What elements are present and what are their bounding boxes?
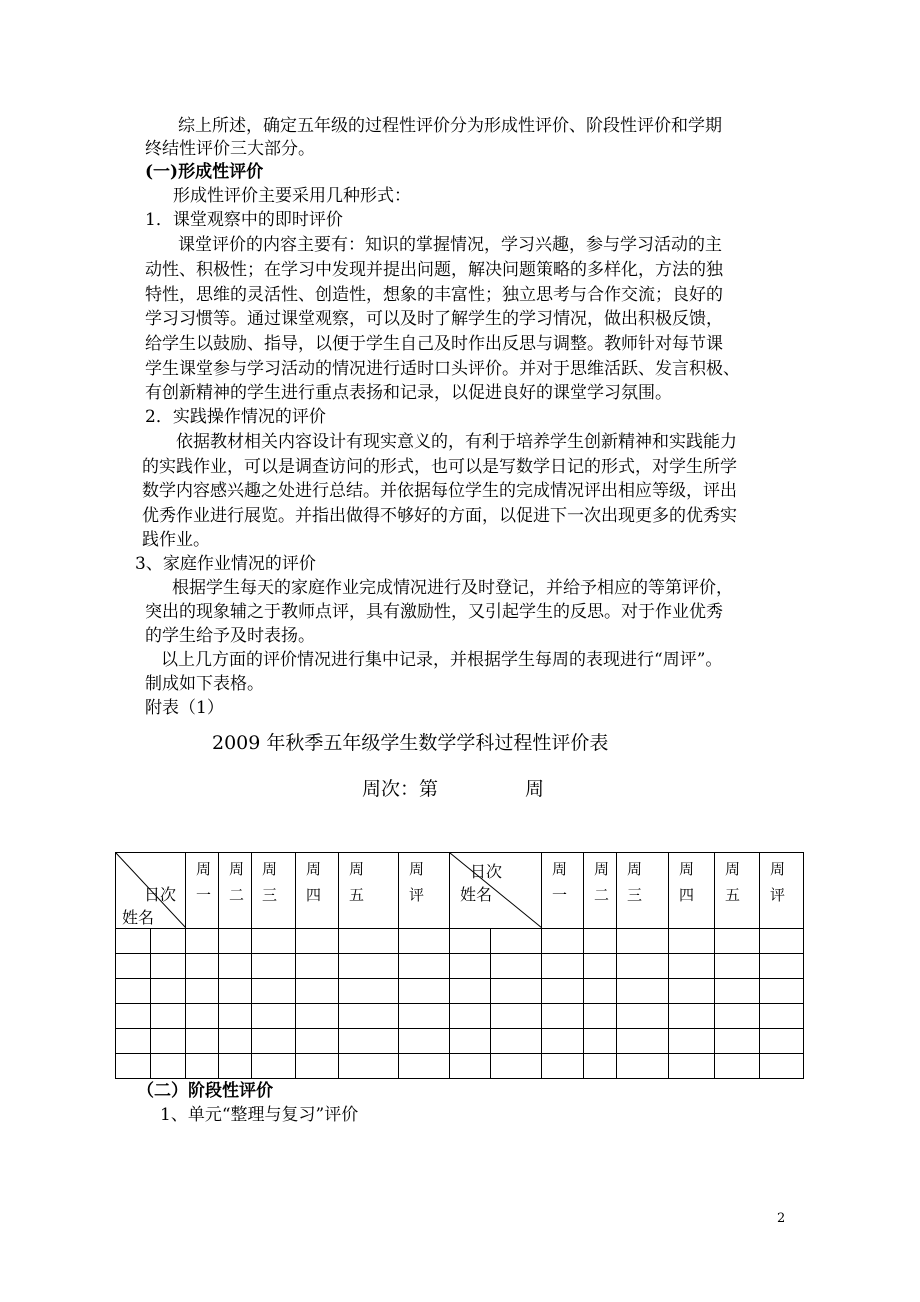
p2-line: 形成性评价主要采用几种形式：: [173, 186, 411, 206]
diag-name-label: 姓名: [122, 908, 155, 927]
table-cell: [669, 954, 715, 979]
table-cell: [760, 929, 804, 954]
table-cell: [186, 979, 219, 1004]
table-cell: [617, 979, 669, 1004]
table-row: [116, 1029, 804, 1054]
table-cell: [252, 1054, 296, 1079]
table-cell: [339, 1004, 399, 1029]
table-cell: [151, 954, 186, 979]
p3-line-3: 特性，思维的灵活性、创造性，想象的丰富性；独立思考与合作交流；良好的: [145, 285, 723, 305]
section-heading-stage: （二）阶段性评价: [137, 1081, 273, 1101]
table-cell: [584, 929, 617, 954]
table-cell: [151, 979, 186, 1004]
section-heading-formative: (一)形成性评价: [145, 162, 264, 182]
table-cell: [399, 1004, 450, 1029]
table-cell: [219, 954, 252, 979]
header-wed-2: 周 三: [617, 853, 669, 929]
table-cell: [116, 979, 151, 1004]
table-cell: [116, 929, 151, 954]
table-cell: [219, 929, 252, 954]
table-cell: [296, 979, 339, 1004]
table-cell: [450, 954, 491, 979]
table-cell: [151, 1004, 186, 1029]
table-cell: [186, 1029, 219, 1054]
table-cell: [339, 954, 399, 979]
table-cell: [715, 1004, 760, 1029]
table-cell: [584, 979, 617, 1004]
p5-line-3: 的学生给予及时表扬。: [145, 626, 315, 646]
table-cell: [491, 954, 542, 979]
table-cell: [542, 979, 584, 1004]
table-cell: [617, 954, 669, 979]
diag-name-label-right: 姓名: [460, 885, 493, 904]
appendix-label: 附表（1）: [145, 698, 224, 718]
table-cell: [116, 1054, 151, 1079]
table-cell: [296, 1054, 339, 1079]
p5-line-1: 根据学生每天的家庭作业完成情况进行及时登记，并给予相应的等第评价，: [172, 578, 733, 598]
table-cell: [669, 929, 715, 954]
diag-day-label: 日次: [144, 885, 177, 904]
table-row: [116, 954, 804, 979]
header-tue: 周 二: [219, 853, 252, 929]
table-cell: [491, 979, 542, 1004]
table-cell: [399, 979, 450, 1004]
header-thu-2: 周 四: [669, 853, 715, 929]
table-cell: [542, 1054, 584, 1079]
p4-line-2: 的实践作业，可以是调查访问的形式，也可以是写数学日记的形式，对学生所学: [142, 457, 737, 477]
table-cell: [339, 929, 399, 954]
table-cell: [760, 1054, 804, 1079]
table-cell: [252, 979, 296, 1004]
p4-line-5: 践作业。: [142, 530, 210, 550]
table-cell: [584, 1054, 617, 1079]
p3-line-4: 学习习惯等。通过课堂观察，可以及时了解学生的学习情况，做出积极反馈，: [145, 309, 723, 329]
p3-line-2: 动性、积极性；在学习中发现并提出问题，解决问题策略的多样化，方法的独: [145, 260, 723, 280]
evaluation-table: [115, 852, 804, 1079]
table-cell: [151, 1054, 186, 1079]
header-week-eval: 周 评: [399, 853, 450, 929]
header-mon: 周 一: [186, 853, 219, 929]
p3-line-6: 学生课堂参与学习活动的情况进行适时口头评价。并对于思维活跃、发言积极、: [145, 359, 740, 379]
p1-line-1: 综上所述，确定五年级的过程性评价分为形成性评价、阶段性评价和学期: [178, 116, 722, 136]
table-cell: [584, 954, 617, 979]
p4-line-4: 优秀作业进行展览。并指出做得不够好的方面，以促进下一次出现更多的优秀实: [142, 506, 737, 526]
header-week-eval-2: 周 评: [760, 853, 804, 929]
table-cell: [715, 1029, 760, 1054]
table-cell: [715, 929, 760, 954]
table-cell: [584, 1004, 617, 1029]
table-cell: [296, 1029, 339, 1054]
table-cell: [116, 1029, 151, 1054]
table-cell: [219, 1029, 252, 1054]
table-cell: [186, 1004, 219, 1029]
table-cell: [491, 1054, 542, 1079]
section2-sub-1: 1、单元“整理与复习”评价: [160, 1105, 359, 1125]
diagonal-header-left: [116, 853, 186, 929]
table-cell: [715, 1054, 760, 1079]
table-cell: [715, 979, 760, 1004]
table-cell: [617, 1004, 669, 1029]
table-cell: [542, 1004, 584, 1029]
p3-line-7: 有创新精神的学生进行重点表扬和记录，以促进良好的课堂学习氛围。: [145, 383, 672, 403]
table-cell: [151, 929, 186, 954]
header-thu: 周 四: [296, 853, 339, 929]
table-cell: [584, 1029, 617, 1054]
week-prefix: 周次：第: [362, 778, 439, 800]
table-cell: [669, 1054, 715, 1079]
table-cell: [296, 954, 339, 979]
table-cell: [186, 929, 219, 954]
page-number: 2: [777, 1211, 786, 1226]
table-cell: [116, 954, 151, 979]
table-cell: [296, 1004, 339, 1029]
subheading-3: 3、家庭作业情况的评价: [135, 554, 316, 574]
table-cell: [450, 929, 491, 954]
table-cell: [151, 1029, 186, 1054]
table-cell: [450, 1004, 491, 1029]
table-cell: [219, 1054, 252, 1079]
table-cell: [252, 954, 296, 979]
subheading-1: 1．课堂观察中的即时评价: [145, 210, 343, 230]
table-cell: [491, 1004, 542, 1029]
p6-line-2: 制成如下表格。: [145, 674, 264, 694]
table-cell: [617, 929, 669, 954]
table-cell: [760, 1029, 804, 1054]
subheading-2: 2．实践操作情况的评价: [145, 407, 326, 427]
table-cell: [399, 929, 450, 954]
p6-line-1: 以上几方面的评价情况进行集中记录，并根据学生每周的表现进行“周评”。: [161, 650, 723, 670]
header-fri-2: 周 五: [715, 853, 760, 929]
p3-line-1: 课堂评价的内容主要有：知识的掌握情况，学习兴趣，参与学习活动的主: [178, 235, 722, 255]
table-cell: [339, 1029, 399, 1054]
table-cell: [219, 979, 252, 1004]
p3-line-5: 给学生以鼓励、指导，以便于学生自己及时作出反思与调整。教师针对每节课: [145, 334, 723, 354]
header-fri: 周 五: [339, 853, 399, 929]
p5-line-2: 突出的现象辅之于教师点评，具有激励性，又引起学生的反思。对于作业优秀: [145, 602, 723, 622]
table-cell: [617, 1054, 669, 1079]
table-cell: [339, 979, 399, 1004]
table-title: 2009 年秋季五年级学生数学学科过程性评价表: [212, 732, 609, 754]
table-cell: [542, 954, 584, 979]
table-cell: [542, 929, 584, 954]
table-cell: [399, 954, 450, 979]
table-cell: [760, 1004, 804, 1029]
table-cell: [252, 1004, 296, 1029]
header-mon-2: 周 一: [542, 853, 584, 929]
table-cell: [186, 1054, 219, 1079]
table-cell: [219, 1004, 252, 1029]
table-header-row: [116, 853, 804, 929]
table-cell: [760, 979, 804, 1004]
table-cell: [760, 954, 804, 979]
table-cell: [450, 1054, 491, 1079]
table-row: [116, 979, 804, 1004]
table-cell: [399, 1054, 450, 1079]
table-cell: [450, 1029, 491, 1054]
week-suffix: 周: [525, 778, 545, 800]
table-cell: [669, 1029, 715, 1054]
header-tue-2: 周 二: [584, 853, 617, 929]
p1-line-2: 终结性评价三大部分。: [145, 139, 315, 159]
table-cell: [715, 954, 760, 979]
table-cell: [116, 1004, 151, 1029]
table-row: [116, 1004, 804, 1029]
p4-line-1: 依据教材相关内容设计有现实意义的，有利于培养学生创新精神和实践能力: [176, 432, 737, 452]
table-cell: [669, 979, 715, 1004]
table-cell: [542, 1029, 584, 1054]
table-cell: [669, 1004, 715, 1029]
table-cell: [491, 1029, 542, 1054]
table-cell: [339, 1054, 399, 1079]
table-cell: [296, 929, 339, 954]
table-cell: [491, 929, 542, 954]
diag-day-label-right: 日次: [470, 862, 503, 881]
table-cell: [186, 954, 219, 979]
table-cell: [617, 1029, 669, 1054]
table-cell: [450, 979, 491, 1004]
table-cell: [399, 1029, 450, 1054]
p4-line-3: 数学内容感兴趣之处进行总结。并依据每位学生的完成情况评出相应等级，评出: [142, 481, 737, 501]
table-row: [116, 929, 804, 954]
table-cell: [252, 929, 296, 954]
header-wed: 周 三: [252, 853, 296, 929]
table-row: [116, 1054, 804, 1079]
diagonal-header-right: [450, 853, 542, 929]
table-cell: [252, 1029, 296, 1054]
